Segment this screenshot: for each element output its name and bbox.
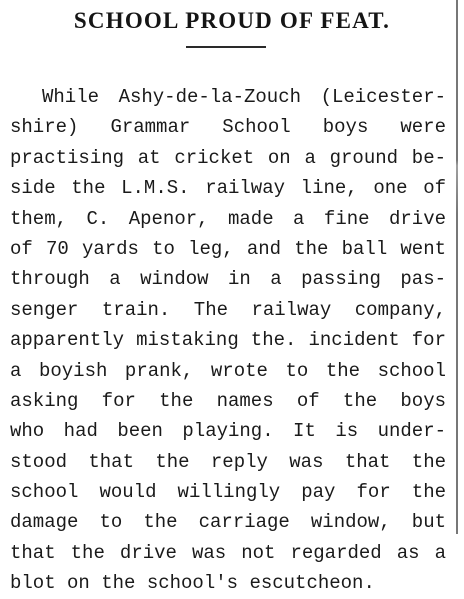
body-line: While Ashy-de-la-Zouch (Leicester- (42, 86, 446, 108)
body-line: side the L.M.S. railway line, one of (10, 177, 446, 200)
body-line: them, C. Apenor, made a fine drive (10, 207, 446, 230)
body-line: asking for the names of the boys (10, 389, 446, 412)
body-line: damage to the carriage window, but (10, 511, 446, 534)
headline-rule (186, 46, 266, 48)
body-line: shire) Grammar School boys were (10, 116, 446, 139)
body-line: who had been playing. It is under- (10, 420, 446, 443)
body-line: of 70 yards to leg, and the ball went (10, 237, 446, 260)
body-line: practising at cricket on a ground be- (10, 146, 446, 169)
body-line: a boyish prank, wrote to the school (10, 359, 446, 382)
body-line: school would willingly pay for the (10, 481, 446, 504)
body-line: blot on the school's escutcheon. (10, 572, 375, 595)
body-line: senger train. The railway company, (10, 298, 446, 321)
body-line: apparently mistaking the. incident for (10, 329, 446, 352)
headline: SCHOOL PROUD OF FEAT. (73, 8, 391, 33)
body-line: through a window in a passing pas- (10, 268, 446, 291)
body-line: stood that the reply was that the (10, 450, 446, 473)
body-line: that the drive was not regarded as a (10, 541, 446, 564)
article-body (10, 82, 446, 599)
column-rule (456, 0, 458, 534)
